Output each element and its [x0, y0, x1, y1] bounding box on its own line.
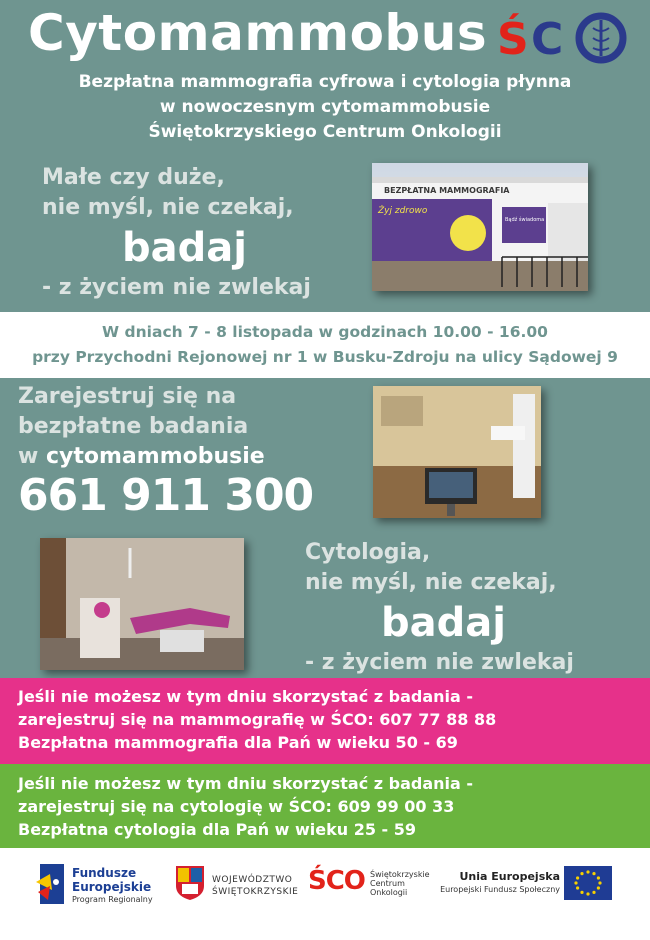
ue-text: Unia Europejska Europejski Fundusz Społeczny — [440, 870, 560, 894]
subtitle-line: w nowoczesnym cytomammobusie — [159, 97, 491, 117]
slogan-line: Cytologia, — [305, 540, 431, 565]
sco-logo — [497, 6, 627, 66]
subtitle-line: Świętokrzyskiego Centrum Onkologii — [148, 122, 502, 142]
wojewodztwo-coat-of-arms-icon — [176, 866, 204, 900]
slogan-line: nie myśl, nie czekaj, — [305, 570, 557, 595]
sco-footer-text: Świętokrzyskie Centrum Onkologii — [370, 870, 430, 897]
mammography-alt-info — [0, 678, 650, 764]
register-line: Zarejestruj się na — [18, 384, 237, 409]
event-dates — [0, 312, 650, 378]
svg-text:Ś: Ś — [497, 14, 529, 65]
bus-sign: Bądź świadoma — [505, 217, 545, 223]
info-line: Jeśli nie możesz w tym dniu skorzystać z badania - — [18, 774, 474, 793]
slogan-line: - z życiem nie zwlekaj — [305, 650, 574, 675]
eu-flag-icon — [564, 866, 612, 900]
svg-text:C: C — [531, 14, 564, 65]
registration-phone: 661 911 300 — [18, 470, 314, 521]
slogan-mammography — [42, 163, 311, 303]
mammograph-photo — [373, 386, 541, 518]
info-line: zarejestruj się na mammografię w ŚCO: 607 77 88 88 — [18, 710, 497, 729]
register-line: w cytomammobusie — [18, 444, 265, 469]
footer-logos — [0, 848, 650, 940]
slogan-line: Małe czy duże, — [42, 165, 225, 190]
bus-photo — [372, 163, 588, 291]
subtitle-line: Bezpłatna mammografia cyfrowa i cytologia płynna — [78, 72, 572, 92]
slogan-line: - z życiem nie zwlekaj — [42, 275, 311, 300]
bus-sign: Żyj zdrowo — [378, 206, 428, 216]
info-line: Bezpłatna mammografia dla Pań w wieku 50 - 69 — [18, 733, 458, 752]
wojewodztwo-text: WOJEWÓDZTWO ŚWIĘTOKRZYSKIE — [212, 875, 299, 897]
slogan-badaj: badaj — [122, 225, 247, 271]
info-line: zarejestruj się na cytologię w ŚCO: 609 99 00 33 — [18, 797, 455, 816]
bus-banner: BEZPŁATNA MAMMOGRAFIA — [384, 186, 510, 195]
info-line: Bezpłatna cytologia dla Pań w wieku 25 - 59 — [18, 820, 417, 839]
sco-footer-logo: ŚCO — [308, 866, 365, 896]
dates-line: W dniach 7 - 8 listopada w godzinach 10.00 - 16.00 — [102, 323, 548, 341]
slogan-line: nie myśl, nie czekaj, — [42, 195, 294, 220]
slogan-badaj: badaj — [381, 600, 506, 646]
info-line: Jeśli nie możesz w tym dniu skorzystać z badania - — [18, 687, 474, 706]
subtitle — [0, 70, 650, 145]
page-title: Cytomammobus — [28, 4, 488, 62]
slogan-cytology — [305, 538, 574, 678]
dates-line: przy Przychodni Rejonowej nr 1 w Busku-Zdroju na ulicy Sądowej 9 — [32, 348, 618, 366]
register-line: bezpłatne badania — [18, 414, 249, 439]
registration-info — [18, 382, 265, 472]
fundusze-europejskie-text: Fundusze Europejskie Program Regionalny — [72, 866, 153, 904]
cytology-alt-info — [0, 764, 650, 848]
gynecology-chair-photo — [40, 538, 244, 670]
fundusze-europejskie-logo-icon — [36, 864, 66, 904]
